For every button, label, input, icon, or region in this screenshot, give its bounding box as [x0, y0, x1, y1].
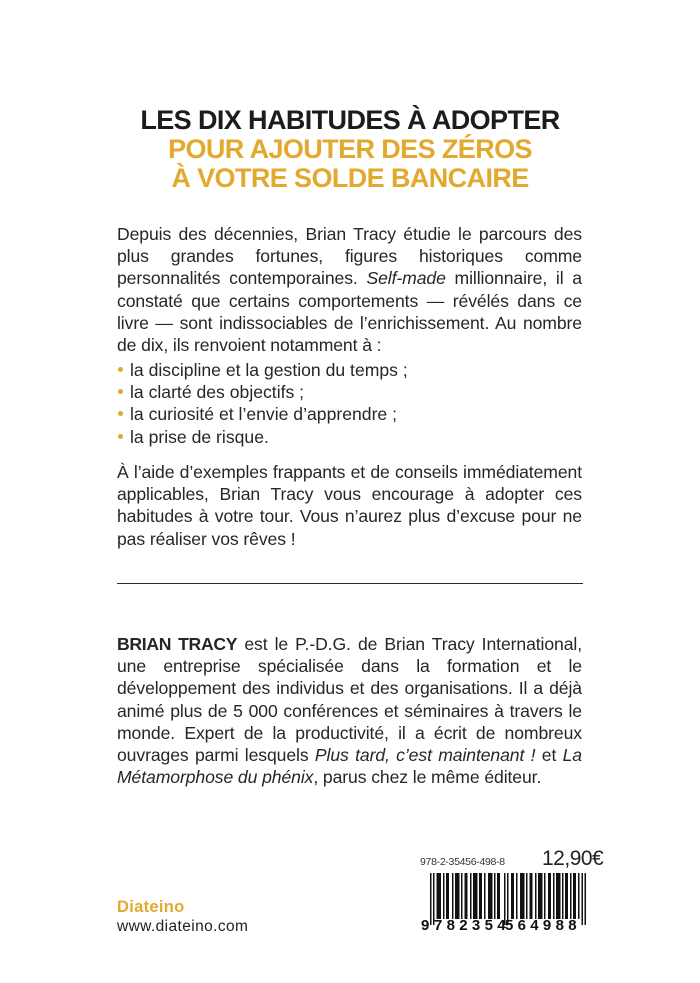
publisher-name: Diateino [117, 898, 185, 916]
barcode-digits [419, 917, 599, 935]
bullet-dot-icon [118, 389, 123, 394]
bullet-dot-icon [118, 411, 123, 416]
bio-text-1: est le P.-D.G. de Brian Tracy International, une entreprise spécialisée dans la formation et le développement des individus et des organisations. Il a déjà animé plus de 5 000 conférences et séminaires à travers le monde. Expert de la productivité, il a écrit de nombreux ouvrages parmi lesquels [117, 634, 583, 766]
list-item [117, 426, 582, 448]
price: 12,90€ [542, 847, 604, 870]
section-divider [117, 583, 583, 584]
list-item-text: la curiosité et l’envie d’apprendre ; [130, 404, 397, 425]
headline-line-1: LES DIX HABITUDES À ADOPTER [140, 105, 560, 135]
author-name: BRIAN TRACY [117, 634, 238, 654]
cover-headline [0, 106, 700, 193]
habit-list [117, 359, 582, 448]
isbn-price-row [418, 847, 604, 873]
barcode-right-group: 564988 [505, 917, 581, 934]
bullet-dot-icon [118, 434, 123, 439]
isbn-number: 978-2-35456-498-8 [420, 856, 505, 868]
book-title-1: Plus tard, c’est maintenant ! [314, 745, 536, 766]
outro-paragraph [117, 461, 582, 550]
list-item [117, 403, 582, 425]
list-item-text: la discipline et la gestion du temps ; [130, 360, 408, 380]
publisher-website: www.diateino.com [117, 918, 249, 935]
headline-line-3: À VOTRE SOLDE BANCAIRE [171, 163, 529, 193]
intro-paragraph [117, 223, 582, 356]
book-title-2: La Métamorphose du phénix [117, 745, 582, 788]
outro-text: À l’aide d’exemples frappants et de conseils immédiatement applicables, Brian Tracy vous encourage à adopter ces habitudes à votre tour. Vous n’aurez plus d’excuse pour ne pas réaliser vos rêves ! [117, 462, 582, 549]
barcode-first-digit: 9 [421, 917, 430, 934]
intro-italic: Self-made [366, 268, 446, 289]
author-bio [117, 633, 582, 788]
list-item-text: la prise de risque. [130, 426, 269, 447]
barcode-left-group: 782354 [434, 917, 510, 934]
list-item [117, 381, 582, 403]
bio-text-2: et [535, 745, 563, 766]
intro-text-b: millionnaire, il a constaté que certains comportements — révélés dans ce livre — sont indissociables de l’enrichissement. Au nombre de dix, ils renvoient notamment à : [117, 268, 582, 356]
bullet-dot-icon [118, 367, 123, 372]
headline-line-2: POUR AJOUTER DES ZÉROS [168, 134, 532, 164]
list-item-text: la clarté des objectifs ; [130, 382, 305, 403]
list-item [117, 359, 582, 381]
intro-text-a: Depuis des décennies, Brian Tracy étudie le parcours des plus grandes fortunes, figures historiques comme personnalités contemporaines. [117, 224, 582, 289]
bio-text-3: , parus chez le même éditeur. [313, 767, 542, 788]
